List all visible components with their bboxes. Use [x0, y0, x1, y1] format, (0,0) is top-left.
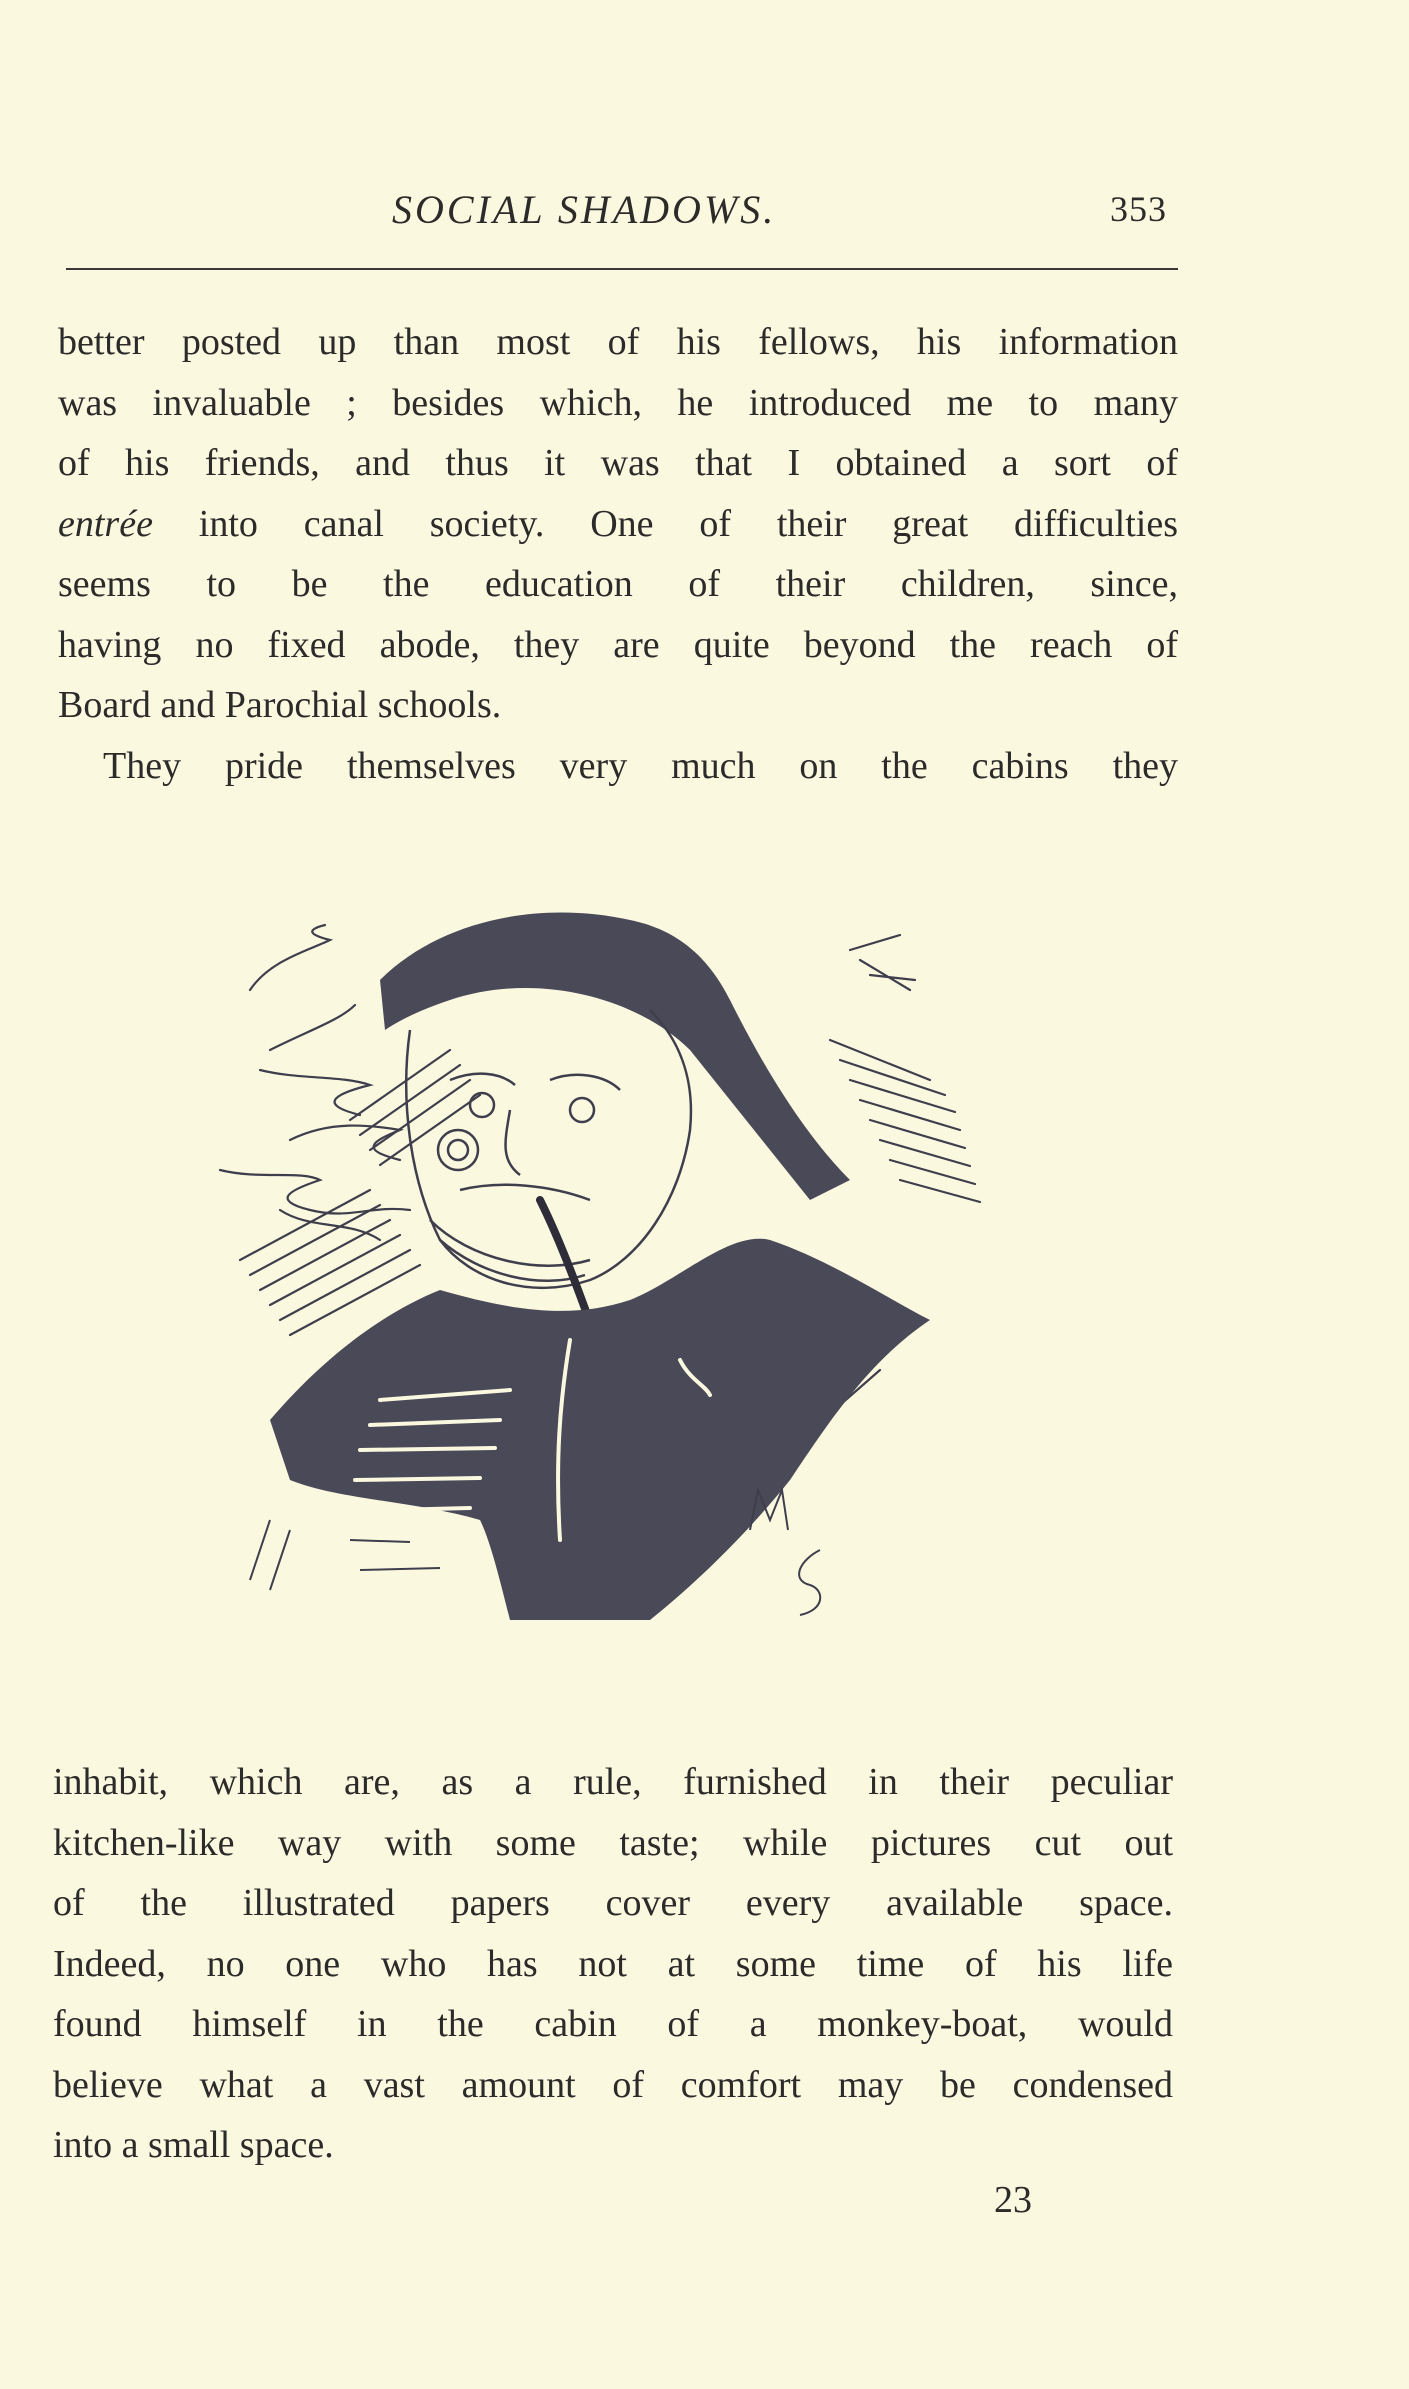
bargeman-illustration	[210, 880, 1030, 1680]
text-line: found himself in the cabin of a monkey-boat, would	[53, 2003, 1173, 2045]
text-line: of his friends, and thus it was that I obtained a sort of	[58, 442, 1178, 484]
signature-mark: 23	[994, 2179, 1032, 2221]
paragraph-1	[58, 312, 1178, 796]
paragraph-2-continued	[53, 1752, 1173, 2176]
text-line: inhabit, which are, as a rule, furnished in their peculiar	[53, 1761, 1173, 1803]
text-line-rest: into canal society. One of their great difficulties	[198, 502, 1178, 545]
text-line: believe what a vast amount of comfort may be condensed	[53, 2063, 1173, 2106]
text-line: Board and Parochial schools.	[58, 684, 502, 726]
text-line: was invaluable ; besides which, he introduced me to many	[58, 381, 1178, 424]
page-number: 353	[1110, 189, 1167, 229]
text-line: seems to be the education of their children, since,	[58, 563, 1178, 605]
text-line: better posted up than most of his fellows, his information	[58, 321, 1178, 363]
text-line-with-italic	[58, 494, 1178, 555]
paragraph-2-first-line: They pride themselves very much on the cabins they	[103, 744, 1178, 787]
text-line: Indeed, no one who has not at some time of his life	[53, 1942, 1173, 1985]
running-title: SOCIAL SHADOWS.	[392, 187, 777, 232]
text-line: kitchen-like way with some taste; while pictures cut out	[53, 1821, 1173, 1864]
text-line: into a small space.	[53, 2124, 334, 2166]
running-head	[0, 186, 1409, 246]
text-line: of the illustrated papers cover every available space.	[53, 1882, 1173, 1924]
text-line: having no fixed abode, they are quite beyond the reach of	[58, 623, 1178, 666]
header-rule	[66, 268, 1178, 270]
italic-word: entrée	[58, 502, 153, 545]
